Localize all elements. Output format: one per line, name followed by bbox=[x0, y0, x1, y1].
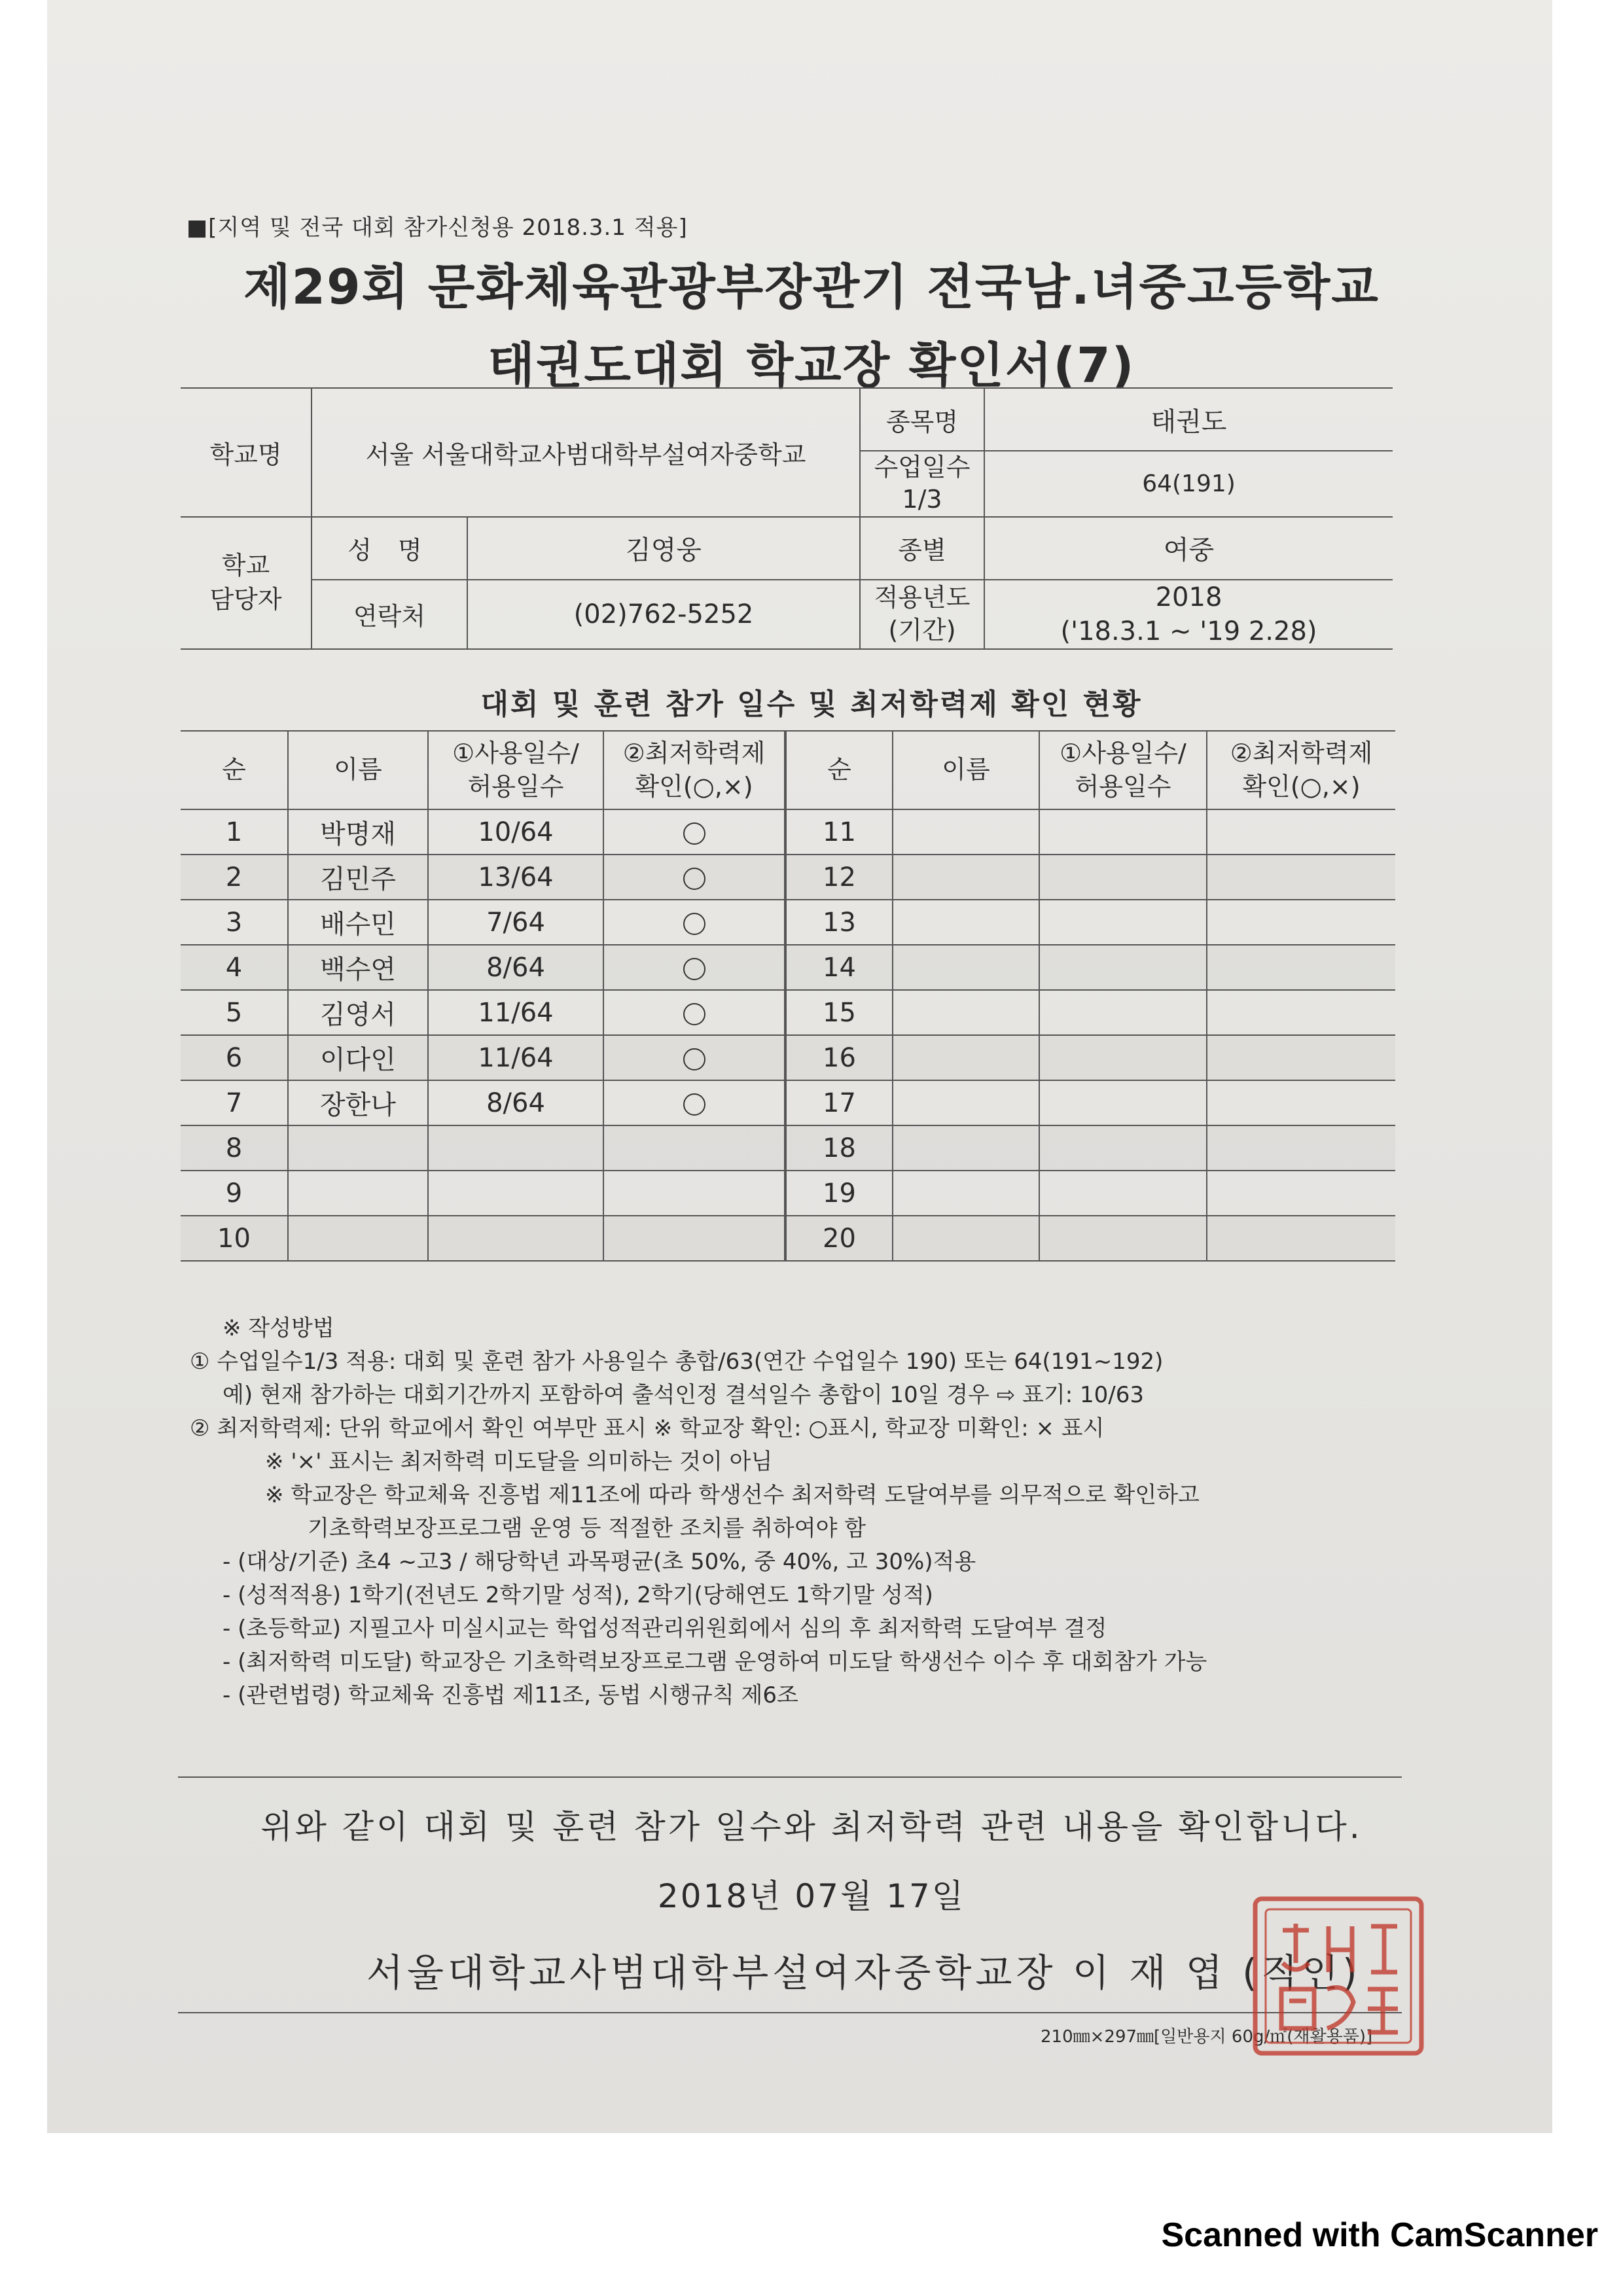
table-row bbox=[181, 1080, 1395, 1125]
row-no-left: 3 bbox=[181, 900, 288, 945]
row-no-left: 4 bbox=[181, 945, 288, 990]
row-days-right bbox=[1039, 1125, 1207, 1171]
row-days-left bbox=[428, 1171, 603, 1216]
contact-label: 연락처 bbox=[312, 580, 467, 649]
school-name-value: 서울 서울대학교사범대학부설여자중학교 bbox=[312, 388, 860, 517]
table-header-row bbox=[181, 731, 1395, 809]
row-days-left: 8/64 bbox=[428, 945, 603, 990]
row-check-left bbox=[603, 1125, 785, 1171]
header-check-right-line-2: 확인(○,×) bbox=[1242, 772, 1361, 801]
header-no-right: 순 bbox=[785, 731, 893, 809]
row-name-right bbox=[893, 945, 1039, 990]
row-no-left: 2 bbox=[181, 855, 288, 900]
sport-label: 종목명 bbox=[860, 388, 984, 451]
row-name-left: 배수민 bbox=[288, 900, 428, 945]
paper-spec: 210㎜×297㎜[일반용지 60g/㎡(재활용품)] bbox=[1041, 2027, 1373, 2047]
instruction-line: ① 수업일수1/3 적용: 대회 및 훈련 참가 사용일수 총합/63(연간 수업일수 190) 또는 64(191~192) bbox=[190, 1349, 1164, 1375]
row-no-right: 17 bbox=[785, 1080, 893, 1125]
divider-bottom bbox=[178, 2012, 1402, 2013]
row-days-right bbox=[1039, 1171, 1207, 1216]
header-no-left: 순 bbox=[181, 731, 288, 809]
row-no-right: 15 bbox=[785, 990, 893, 1035]
header-days-right bbox=[1039, 731, 1207, 809]
table-row bbox=[181, 945, 1395, 990]
row-name-left bbox=[288, 1125, 428, 1171]
row-check-right bbox=[1207, 1171, 1395, 1216]
row-days-right bbox=[1039, 1216, 1207, 1261]
document-title-line-1: 제29회 문화체육관광부장관기 전국남.녀중고등학교 bbox=[243, 259, 1380, 315]
row-name-right bbox=[893, 809, 1039, 855]
table-row bbox=[181, 1171, 1395, 1216]
header-check-left-line-2: 확인(○,×) bbox=[635, 772, 753, 801]
scanner-watermark: Scanned with CamScanner bbox=[1161, 2216, 1598, 2254]
row-no-right: 12 bbox=[785, 855, 893, 900]
confirmed-circle-icon bbox=[683, 868, 705, 890]
year-value bbox=[984, 580, 1393, 649]
document-title-line-2: 태권도대회 학교장 확인서(7) bbox=[488, 338, 1135, 394]
year-value-line-1: 2018 bbox=[1155, 582, 1222, 612]
manager-label bbox=[181, 517, 312, 649]
school-name-label: 학교명 bbox=[181, 388, 312, 517]
confirmed-circle-icon bbox=[683, 1048, 705, 1070]
row-days-left: 11/64 bbox=[428, 990, 603, 1035]
header-check-right bbox=[1207, 731, 1395, 809]
school-days-label bbox=[860, 451, 984, 517]
row-days-right bbox=[1039, 990, 1207, 1035]
header-check-left bbox=[603, 731, 785, 809]
row-check-right bbox=[1207, 1125, 1395, 1171]
row-no-right: 14 bbox=[785, 945, 893, 990]
header-days-right-line-1: ①사용일수/ bbox=[1060, 738, 1186, 768]
row-check-left bbox=[603, 945, 785, 990]
table-row bbox=[181, 1216, 1395, 1261]
row-no-right: 13 bbox=[785, 900, 893, 945]
table-row bbox=[181, 900, 1395, 945]
header-name-right: 이름 bbox=[893, 731, 1039, 809]
divider-top bbox=[178, 1776, 1402, 1778]
header-check-left-line-1: ②최저학력제 bbox=[622, 738, 766, 768]
row-no-left: 8 bbox=[181, 1125, 288, 1171]
row-name-left: 김민주 bbox=[288, 855, 428, 900]
row-check-right bbox=[1207, 945, 1395, 990]
header-days-right-line-2: 허용일수 bbox=[1075, 772, 1171, 801]
header-days-left bbox=[428, 731, 603, 809]
manager-label-line-1: 학교 bbox=[221, 551, 270, 580]
confirmed-circle-icon bbox=[683, 913, 705, 935]
category-label: 종별 bbox=[860, 517, 984, 580]
principal-signature-line: 서울대학교사범대학부설여자중학교장 이 재 엽 (직인) bbox=[366, 1951, 1361, 1995]
row-days-right bbox=[1039, 809, 1207, 855]
row-check-left bbox=[603, 809, 785, 855]
row-days-right bbox=[1039, 1080, 1207, 1125]
row-name-right bbox=[893, 1171, 1039, 1216]
instruction-line: ※ '×' 표시는 최저학력 미도달을 의미하는 것이 아님 bbox=[265, 1449, 773, 1475]
row-days-left: 11/64 bbox=[428, 1035, 603, 1080]
confirmed-circle-icon bbox=[683, 1003, 705, 1025]
row-check-right bbox=[1207, 1035, 1395, 1080]
confirmed-circle-icon bbox=[683, 1093, 705, 1116]
row-no-left: 6 bbox=[181, 1035, 288, 1080]
school-info-table bbox=[181, 387, 1393, 650]
manager-name-label: 성 명 bbox=[312, 517, 467, 580]
participation-table bbox=[181, 730, 1395, 1262]
form-usage-note: ■[지역 및 전국 대회 참가신청용 2018.3.1 적용] bbox=[187, 215, 688, 241]
row-days-right bbox=[1039, 945, 1207, 990]
row-check-right bbox=[1207, 809, 1395, 855]
confirmation-statement: 위와 같이 대회 및 훈련 참가 일수와 최저학력 관련 내용을 확인합니다. bbox=[260, 1808, 1363, 1846]
row-name-right bbox=[893, 1080, 1039, 1125]
row-check-left bbox=[603, 1080, 785, 1125]
row-days-left bbox=[428, 1216, 603, 1261]
row-days-left: 7/64 bbox=[428, 900, 603, 945]
year-label-line-1: 적용년도 bbox=[874, 583, 971, 612]
writing-instructions bbox=[190, 1312, 1207, 1712]
table-row bbox=[181, 1125, 1395, 1171]
instruction-line: - (최저학력 미도달) 학교장은 기초학력보장프로그램 운영하여 미도달 학생선수 이수 후 대회참가 가능 bbox=[223, 1649, 1207, 1675]
row-no-left: 9 bbox=[181, 1171, 288, 1216]
year-label-line-2: (기간) bbox=[888, 615, 956, 645]
header-name-left: 이름 bbox=[288, 731, 428, 809]
school-days-label-line-1: 수업일수 bbox=[874, 453, 971, 482]
row-no-left: 5 bbox=[181, 990, 288, 1035]
row-name-right bbox=[893, 1035, 1039, 1080]
row-days-left: 10/64 bbox=[428, 809, 603, 855]
row-days-right bbox=[1039, 900, 1207, 945]
row-no-right: 11 bbox=[785, 809, 893, 855]
row-days-right bbox=[1039, 1035, 1207, 1080]
contact-value: (02)762-5252 bbox=[467, 580, 860, 649]
row-name-left: 이다인 bbox=[288, 1035, 428, 1080]
instruction-line: 기초학력보장프로그램 운영 등 적절한 조치를 취하여야 함 bbox=[308, 1515, 866, 1542]
school-days-label-line-2: 1/3 bbox=[902, 485, 942, 514]
row-check-left bbox=[603, 855, 785, 900]
row-check-right bbox=[1207, 990, 1395, 1035]
school-days-value: 64(191) bbox=[984, 451, 1393, 517]
participation-list-title: 대회 및 훈련 참가 일수 및 최저학력제 확인 현황 bbox=[480, 688, 1143, 721]
instruction-line: - (성적적용) 1학기(전년도 2학기말 성적), 2학기(당해연도 1학기말 성적) bbox=[223, 1582, 933, 1608]
row-days-left bbox=[428, 1125, 603, 1171]
row-no-left: 10 bbox=[181, 1216, 288, 1261]
row-name-right bbox=[893, 855, 1039, 900]
instruction-line: - (관련법령) 학교체육 진흥법 제11조, 동법 시행규칙 제6조 bbox=[223, 1682, 798, 1708]
participation-table-body bbox=[181, 809, 1395, 1261]
row-check-left bbox=[603, 1171, 785, 1216]
instruction-line: ※ 학교장은 학교체육 진흥법 제11조에 따라 학생선수 최저학력 도달여부를 의무적으로 확인하고 bbox=[265, 1482, 1200, 1508]
row-name-left bbox=[288, 1216, 428, 1261]
row-no-right: 20 bbox=[785, 1216, 893, 1261]
confirmed-circle-icon bbox=[683, 822, 705, 845]
instruction-line: - (초등학교) 지필고사 미실시교는 학업성적관리위원회에서 심의 후 최저학력 도달여부 결정 bbox=[223, 1616, 1107, 1642]
row-name-right bbox=[893, 900, 1039, 945]
row-no-left: 1 bbox=[181, 809, 288, 855]
row-days-left: 8/64 bbox=[428, 1080, 603, 1125]
table-row bbox=[181, 990, 1395, 1035]
confirmed-circle-icon bbox=[683, 958, 705, 980]
official-seal-icon bbox=[1243, 1884, 1433, 2068]
row-no-right: 16 bbox=[785, 1035, 893, 1080]
row-days-left: 13/64 bbox=[428, 855, 603, 900]
instruction-line: 예) 현재 참가하는 대회기간까지 포함하여 출석인정 결석일수 총합이 10일 경우 ⇨ 표기: 10/63 bbox=[223, 1382, 1144, 1408]
row-check-left bbox=[603, 1035, 785, 1080]
year-label bbox=[860, 580, 984, 649]
header-days-left-line-2: 허용일수 bbox=[467, 772, 564, 801]
row-name-left: 김영서 bbox=[288, 990, 428, 1035]
table-row bbox=[181, 855, 1395, 900]
row-check-left bbox=[603, 1216, 785, 1261]
table-row bbox=[181, 1035, 1395, 1080]
manager-label-line-2: 담당자 bbox=[209, 584, 282, 614]
row-name-left bbox=[288, 1171, 428, 1216]
row-name-right bbox=[893, 1125, 1039, 1171]
row-no-left: 7 bbox=[181, 1080, 288, 1125]
row-check-left bbox=[603, 990, 785, 1035]
header-check-right-line-1: ②최저학력제 bbox=[1230, 738, 1373, 768]
header-days-left-line-1: ①사용일수/ bbox=[452, 738, 579, 768]
row-name-left: 박명재 bbox=[288, 809, 428, 855]
row-days-right bbox=[1039, 855, 1207, 900]
table-row bbox=[181, 809, 1395, 855]
row-name-right bbox=[893, 990, 1039, 1035]
row-no-right: 18 bbox=[785, 1125, 893, 1171]
instruction-line: - (대상/기준) 초4 ~고3 / 해당학년 과목평균(초 50%, 중 40%, 고 30%)적용 bbox=[223, 1549, 976, 1575]
row-check-right bbox=[1207, 1216, 1395, 1261]
row-name-left: 백수연 bbox=[288, 945, 428, 990]
row-check-left bbox=[603, 900, 785, 945]
instruction-line: ② 최저학력제: 단위 학교에서 확인 여부만 표시 ※ 학교장 확인: ○표시, 학교장 미확인: × 표시 bbox=[190, 1415, 1105, 1441]
confirmation-date: 2018년 07월 17일 bbox=[657, 1877, 966, 1915]
row-name-right bbox=[893, 1216, 1039, 1261]
row-check-right bbox=[1207, 855, 1395, 900]
category-value: 여중 bbox=[984, 517, 1393, 580]
row-name-left: 장한나 bbox=[288, 1080, 428, 1125]
sport-value: 태권도 bbox=[984, 388, 1393, 451]
row-no-right: 19 bbox=[785, 1171, 893, 1216]
manager-name-value: 김영웅 bbox=[467, 517, 860, 580]
instruction-line: ※ 작성방법 bbox=[223, 1315, 334, 1341]
year-period: ('18.3.1 ~ '19 2.28) bbox=[1060, 616, 1317, 646]
row-check-right bbox=[1207, 1080, 1395, 1125]
row-check-right bbox=[1207, 900, 1395, 945]
